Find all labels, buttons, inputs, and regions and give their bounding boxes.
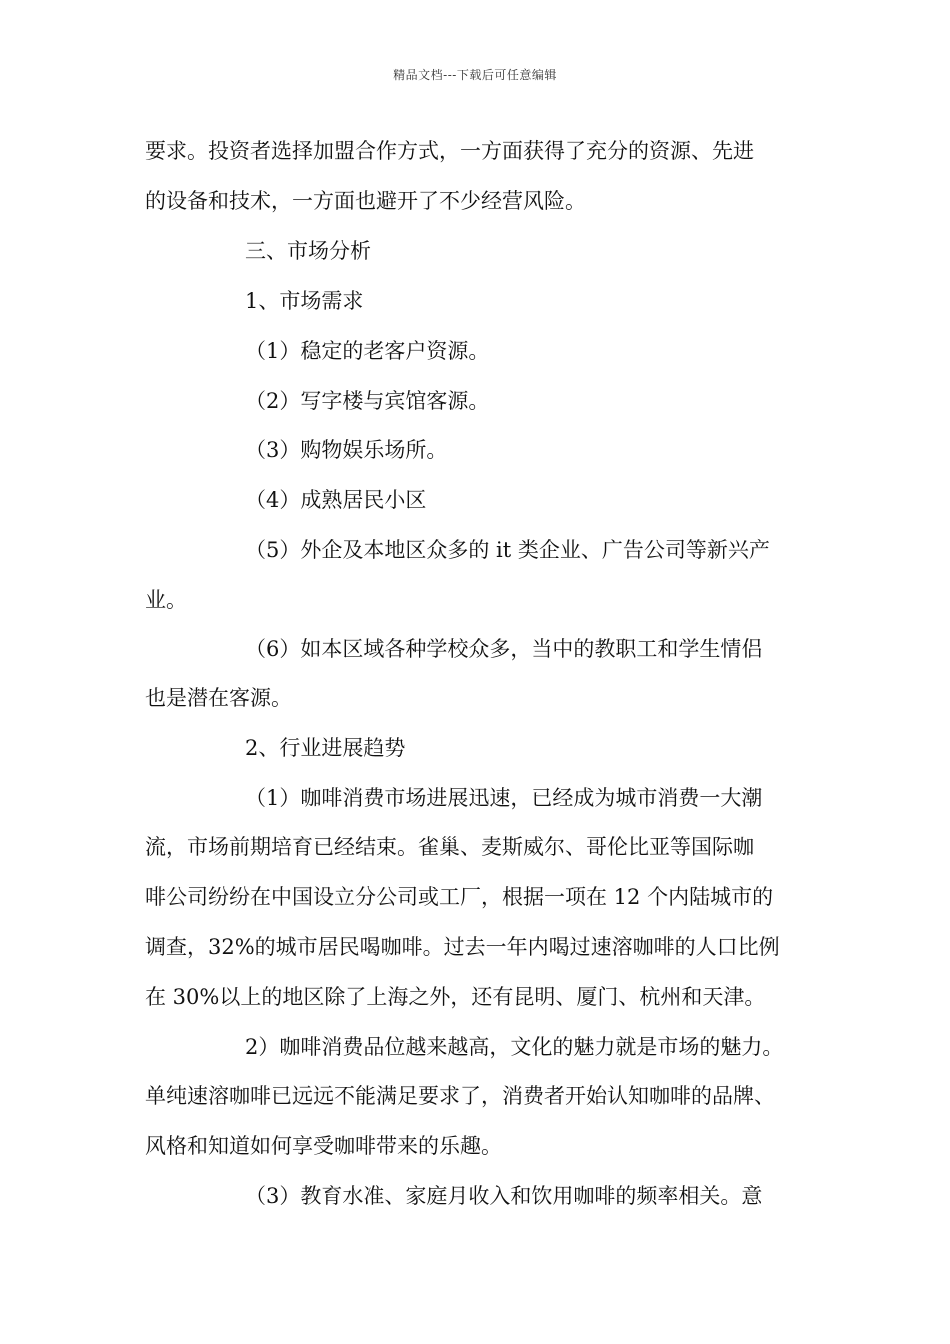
subsection-heading: 2、行业进展趋势	[245, 736, 406, 760]
subsection-heading: 1、市场需求	[245, 289, 364, 313]
section-heading: 三、市场分析	[245, 239, 371, 263]
paragraph-line: 也是潜在客源。	[145, 686, 292, 710]
paragraph-line: 流，市场前期培育已经结束。雀巢、麦斯威尔、哥伦比亚等国际咖	[145, 835, 754, 859]
list-item: 2）咖啡消费品位越来越高，文化的魅力就是市场的魅力。	[245, 1035, 784, 1059]
list-item: （2）写字楼与宾馆客源。	[245, 389, 490, 413]
paragraph-line: 在 30%以上的地区除了上海之外，还有昆明、厦门、杭州和天津。	[145, 985, 766, 1009]
list-item: （6）如本区域各种学校众多，当中的教职工和学生情侣	[245, 637, 763, 661]
paragraph-line: 业。	[145, 588, 187, 612]
paragraph-line: 啡公司纷纷在中国设立分公司或工厂，根据一项在 12 个内陆城市的	[145, 885, 774, 909]
paragraph-line: 单纯速溶咖啡已远远不能满足要求了，消费者开始认知咖啡的品牌、	[145, 1084, 775, 1108]
paragraph-line: 的设备和技术，一方面也避开了不少经营风险。	[145, 189, 586, 213]
paragraph-line: 调查，32%的城市居民喝咖啡。过去一年内喝过速溶咖啡的人口比例	[145, 935, 780, 959]
list-item: （1）稳定的老客户资源。	[245, 339, 490, 363]
page-header: 精品文档---下载后可任意编辑	[393, 68, 557, 82]
paragraph-line: 风格和知道如何享受咖啡带来的乐趣。	[145, 1134, 502, 1158]
paragraph-line: 要求。投资者选择加盟合作方式，一方面获得了充分的资源、先进	[145, 139, 754, 163]
list-item: （5）外企及本地区众多的 it 类企业、广告公司等新兴产	[245, 538, 770, 562]
list-item: （4）成熟居民小区	[245, 488, 427, 512]
list-item: （3）购物娱乐场所。	[245, 438, 448, 462]
list-item: （3）教育水准、家庭月收入和饮用咖啡的频率相关。意	[245, 1184, 763, 1208]
list-item: （1）咖啡消费市场进展迅速，已经成为城市消费一大潮	[245, 786, 763, 810]
